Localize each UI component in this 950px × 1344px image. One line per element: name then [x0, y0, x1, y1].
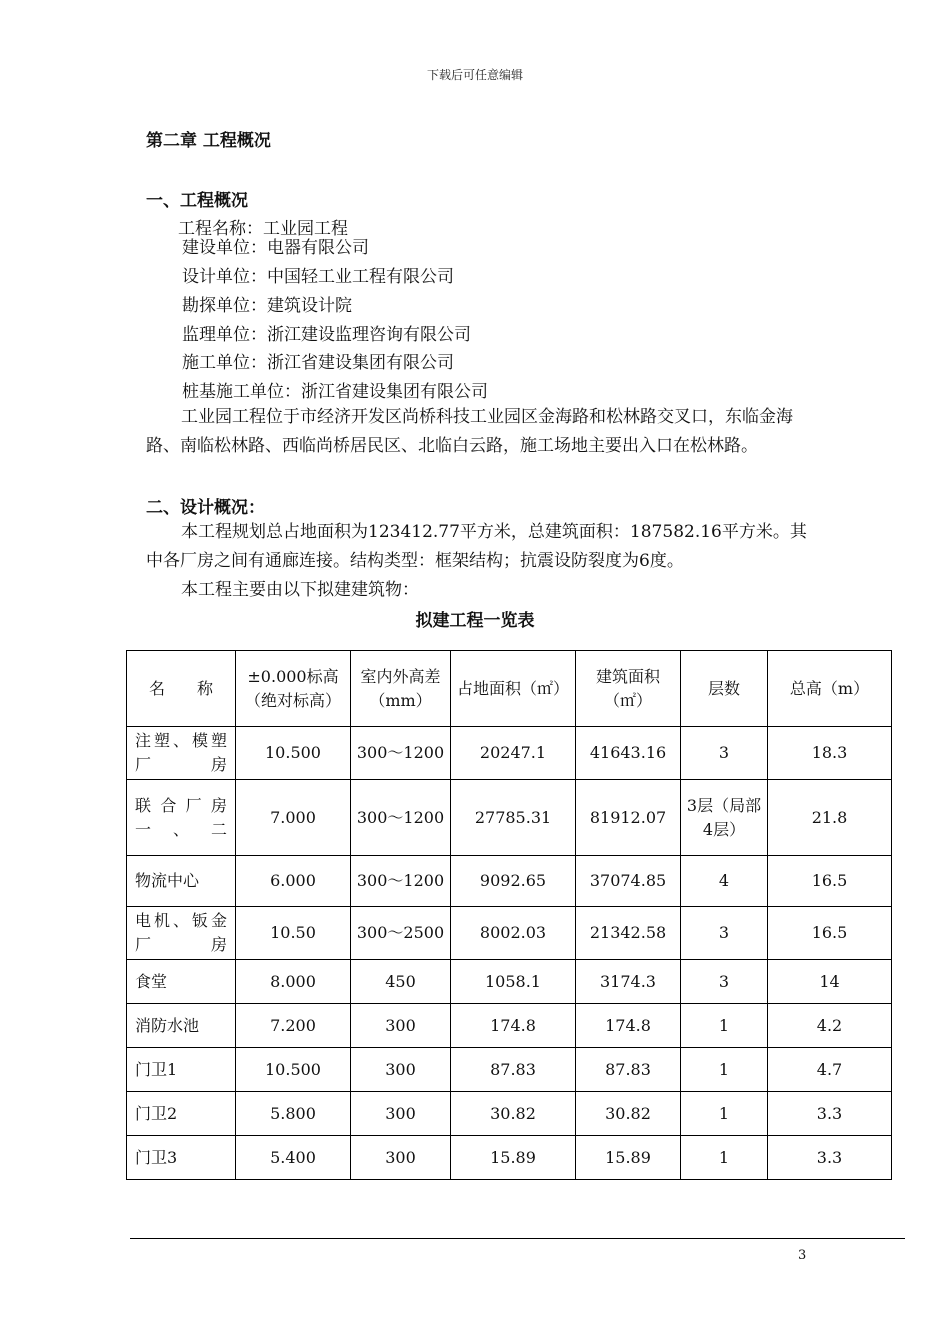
cell-total-height: 16.5	[768, 856, 892, 907]
cell-footprint-area: 87.83	[451, 1048, 576, 1092]
header-cell-elevation: ±0.000标高（绝对标高）	[236, 651, 351, 727]
table-row	[127, 907, 892, 960]
cell-floor-area: 41643.16	[576, 727, 681, 780]
header-cell-name: 名 称	[127, 651, 236, 727]
table-row	[127, 856, 892, 907]
buildings-table	[126, 650, 892, 1180]
table-row	[127, 960, 892, 1004]
cell-total-height: 16.5	[768, 907, 892, 960]
cell-footprint-area: 174.8	[451, 1004, 576, 1048]
cell-elevation: 8.000	[236, 960, 351, 1004]
cell-floors: 3	[681, 727, 768, 780]
designer-line: 设计单位：中国轻工业工程有限公司	[182, 267, 454, 287]
table-header-row	[127, 651, 892, 727]
cell-footprint-area: 8002.03	[451, 907, 576, 960]
location-paragraph	[146, 403, 811, 461]
cell-floor-area: 30.82	[576, 1092, 681, 1136]
cell-floor-area: 21342.58	[576, 907, 681, 960]
cell-footprint-area: 30.82	[451, 1092, 576, 1136]
cell-name: 食堂	[127, 960, 236, 1004]
footer-divider	[130, 1238, 905, 1239]
cell-footprint-area: 27785.31	[451, 780, 576, 856]
section-heading-design: 二、设计概况：	[146, 498, 265, 518]
cell-footprint-area: 20247.1	[451, 727, 576, 780]
cell-floor-area: 87.83	[576, 1048, 681, 1092]
cell-height-difference: 300～1200	[351, 780, 451, 856]
cell-name: 门卫3	[127, 1136, 236, 1180]
header-cell-floors: 层数	[681, 651, 768, 727]
cell-floor-area: 174.8	[576, 1004, 681, 1048]
table-row	[127, 1048, 892, 1092]
surveyor-line: 勘探单位：建筑设计院	[182, 296, 352, 316]
cell-floors: 1	[681, 1048, 768, 1092]
cell-total-height: 3.3	[768, 1136, 892, 1180]
pile-contractor-line: 桩基施工单位：浙江省建设集团有限公司	[182, 382, 488, 402]
cell-elevation: 10.500	[236, 1048, 351, 1092]
cell-footprint-area: 1058.1	[451, 960, 576, 1004]
chapter-title: 第二章 工程概况	[146, 131, 271, 151]
location-paragraph-text: 工业园工程位于市经济开发区尚桥科技工业园区金海路和松林路交叉口，东临金海路、南临松林路、西临尚桥居民区、北临白云路，施工场地主要出入口在松林路。	[146, 407, 793, 456]
cell-floors: 4	[681, 856, 768, 907]
cell-footprint-area: 15.89	[451, 1136, 576, 1180]
cell-total-height: 14	[768, 960, 892, 1004]
cell-total-height: 4.7	[768, 1048, 892, 1092]
header-cell-floor-area: 建筑面积（㎡）	[576, 651, 681, 727]
cell-elevation: 6.000	[236, 856, 351, 907]
cell-height-difference: 300～1200	[351, 856, 451, 907]
cell-floors: 1	[681, 1136, 768, 1180]
cell-total-height: 18.3	[768, 727, 892, 780]
cell-floor-area: 3174.3	[576, 960, 681, 1004]
contractor-line: 施工单位：浙江省建设集团有限公司	[182, 353, 454, 373]
cell-floor-area: 15.89	[576, 1136, 681, 1180]
cell-elevation: 10.500	[236, 727, 351, 780]
cell-total-height: 3.3	[768, 1092, 892, 1136]
cell-floor-area: 81912.07	[576, 780, 681, 856]
cell-floors: 3层（局部4层）	[681, 780, 768, 856]
cell-height-difference: 300	[351, 1004, 451, 1048]
cell-name: 电机、钣金厂房	[127, 907, 236, 960]
design-paragraph-text: 本工程规划总占地面积为123412.77平方米，总建筑面积：187582.16平方米。其中各厂房之间有通廊连接。结构类型：框架结构；抗震设防裂度为6度。	[146, 522, 807, 571]
buildings-intro-paragraph	[146, 576, 811, 605]
owner-line: 建设单位：电器有限公司	[182, 238, 369, 258]
cell-elevation: 5.800	[236, 1092, 351, 1136]
cell-floors: 3	[681, 907, 768, 960]
table-row	[127, 1092, 892, 1136]
page-header-note: 下载后可任意编辑	[426, 68, 523, 82]
cell-height-difference: 300	[351, 1048, 451, 1092]
header-cell-total-height: 总高（m）	[768, 651, 892, 727]
cell-elevation: 7.200	[236, 1004, 351, 1048]
design-paragraph	[146, 518, 811, 576]
cell-total-height: 4.2	[768, 1004, 892, 1048]
cell-name: 物流中心	[127, 856, 236, 907]
cell-name: 消防水池	[127, 1004, 236, 1048]
cell-height-difference: 300～1200	[351, 727, 451, 780]
cell-height-difference: 300	[351, 1136, 451, 1180]
table-row	[127, 1004, 892, 1048]
cell-height-difference: 450	[351, 960, 451, 1004]
header-cell-height-difference: 室内外高差（mm）	[351, 651, 451, 727]
table-row	[127, 1136, 892, 1180]
cell-elevation: 10.50	[236, 907, 351, 960]
cell-name: 注塑、模塑厂房	[127, 727, 236, 780]
cell-footprint-area: 9092.65	[451, 856, 576, 907]
table-row	[127, 727, 892, 780]
table-caption: 拟建工程一览表	[415, 611, 535, 631]
header-cell-footprint-area: 占地面积（㎡）	[451, 651, 576, 727]
section-heading-overview: 一、工程概况	[146, 191, 248, 211]
cell-floors: 3	[681, 960, 768, 1004]
cell-elevation: 7.000	[236, 780, 351, 856]
supervisor-line: 监理单位：浙江建设监理咨询有限公司	[182, 325, 471, 345]
buildings-intro-text: 本工程主要由以下拟建建筑物：	[181, 580, 419, 600]
page-number: 3	[798, 1248, 807, 1263]
cell-name: 联合厂房一、二	[127, 780, 236, 856]
cell-height-difference: 300～2500	[351, 907, 451, 960]
cell-elevation: 5.400	[236, 1136, 351, 1180]
cell-floor-area: 37074.85	[576, 856, 681, 907]
cell-floors: 1	[681, 1092, 768, 1136]
cell-floors: 1	[681, 1004, 768, 1048]
cell-name: 门卫2	[127, 1092, 236, 1136]
cell-total-height: 21.8	[768, 780, 892, 856]
cell-name: 门卫1	[127, 1048, 236, 1092]
table-row	[127, 780, 892, 856]
cell-height-difference: 300	[351, 1092, 451, 1136]
project-name-line: 工程名称：工业园工程	[178, 219, 348, 239]
